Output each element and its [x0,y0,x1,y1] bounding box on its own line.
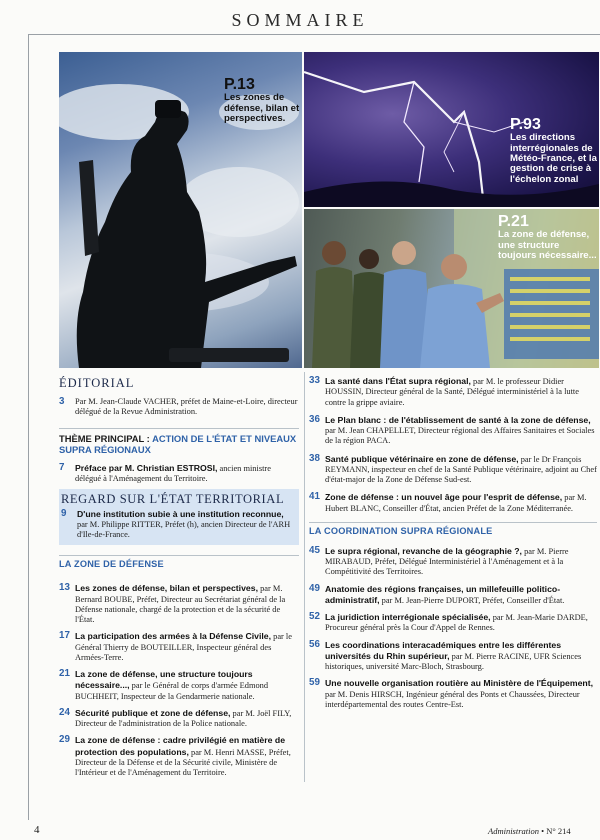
caption-page-number: P.21 [498,213,529,230]
toc-entry-desc: par M. Denis HIRSCH, Ingénieur général des Ponts et Chaussées, Directeur interdépartemental des routes Centre-Est. [325,689,580,709]
toc-entry-title: Le supra régional, revanche de la géographie ?, [325,545,522,556]
toc-page-number: 36 [309,413,320,425]
toc-entry-desc: par M. Jean CHAPELLET, Directeur régional des Affaires Sanitaires et Sociales de la région PACA. [325,426,595,446]
toc-entry-title: La participation des armées à la Défense Civile, [75,631,272,642]
toc-entry-13[interactable] [59,583,299,625]
toc-entry-desc: par M. Bernard BOUBE, Préfet, Directeur au Secrétariat général de la Défense nationale, chargé de la protection et de la sécurité de l'État. [75,584,286,625]
toc-entry-36[interactable] [309,415,597,447]
page-number: 4 [34,824,40,836]
toc-entry-24[interactable] [59,708,299,730]
toc-entry-9[interactable] [61,509,295,541]
toc-page-number: 56 [309,638,320,650]
toc-entry-title: La zone de défense, une structure toujours nécessaire..., [75,669,253,691]
toc-page-number: 24 [59,706,70,718]
toc-entry-title: Le Plan blanc : de l'établissement de santé à la zone de défense, [325,414,591,425]
toc-entry-title: Santé publique vétérinaire en zone de défense, [325,453,519,464]
toc-entry-29[interactable] [59,735,299,778]
toc-entry-56[interactable] [309,640,597,673]
toc-entry-desc: par M. Joël FILY, Directeur de l'administration de la Police nationale. [75,708,292,729]
toc-left-column [59,376,299,778]
toc-entry-desc: par M. Jean-Marie DARDE, Procureur général près la Cour d'Appel de Rennes. [325,613,588,633]
toc-page-number: 49 [309,582,320,594]
toc-page-number: 38 [309,452,320,464]
toc-entry-desc: Par M. Jean-Claude VACHER, préfet de Maine-et-Loire, directeur délégué de la Revue Administration. [75,397,298,417]
toc-entry-title: Les coordinations interacadémiques entre les différentes universités du Rhin supérieur, [325,639,562,661]
editorial-heading: ÉDITORIAL [59,376,135,390]
toc-entry-17[interactable] [59,631,299,663]
toc-entry-41[interactable] [309,492,597,514]
toc-entry-desc: par M. Pierre RACINE, UFR Sciences historiques, université Marc-Bloch, Strasbourg. [325,651,582,671]
toc-entry-title: Une nouvelle organisation routière au Ministère de l'Équipement, [325,678,594,689]
toc-entry-desc: par M. Henri MASSE, Préfet, Directeur de la Défense et de la Sécurité civile, Ministère de l'Intérieur et de l'Aménagement du Territoire. [75,747,291,778]
toc-entry-title: La santé dans l'État supra régional, [325,376,471,386]
toc-page-number: 3 [59,396,65,407]
theme-accent: ACTION DE L'ÉTAT ET NIVEAUX SUPRA RÉGIONAUX [59,432,297,455]
toc-entry-52[interactable] [309,612,597,634]
coordination-heading: LA COORDINATION SUPRA RÉGIONALE [309,522,597,536]
photo-caption-p93 [510,116,598,185]
photo-officers-map [304,209,599,368]
toc-entry-title: Sécurité publique et zone de défense, [75,707,231,718]
toc-page-number: 29 [59,734,70,746]
toc-entry-49[interactable] [309,584,597,607]
toc-page-number: 21 [59,668,70,680]
caption-page-number: P.13 [224,76,255,93]
toc-entry-title: Zone de défense : un nouvel âge pour l'esprit de défense, [325,492,563,503]
toc-page-number: 7 [59,462,65,474]
toc-entry-title: Les zones de défense, bilan et perspectives, [75,583,258,594]
toc-entry-7[interactable] [59,463,299,485]
magazine-name: Administration [488,826,540,836]
photo-caption-p13 [224,76,300,124]
toc-entry-desc: par le Général de corps d'armée Edmond BUCHHEIT, Inspecteur de la Gendarmerie nationale. [75,681,269,701]
regard-section [59,489,299,546]
toc-entry-title: Préface par M. Christian ESTROSI, [75,463,218,474]
column-divider [304,372,305,782]
issue-number: • N° 214 [541,826,571,836]
page-title: SOMMAIRE [231,10,369,30]
toc-page-number: 45 [309,544,320,556]
zone-defense-heading: LA ZONE DE DÉFENSE [59,555,299,569]
toc-page-number: 9 [61,507,67,519]
toc-entry-desc: par M. Jean-Pierre DUPORT, Préfet, Conseiller d'État. [379,595,565,605]
toc-entry-title: Anatomie des régions françaises, un millefeuille politico-administratif, [325,583,561,605]
frame-divider [28,34,29,820]
toc-page-number: 17 [59,630,70,642]
toc-entry-21[interactable] [59,669,299,702]
toc-entry-desc: par M. Pierre MIRABAUD, Préfet, Délégué Interministériel à l'Aménagement et à la Compétitivité des Territoires. [325,546,569,577]
photo-caption-p21 [498,213,598,261]
toc-page-number: 33 [309,375,320,386]
caption-text: Les zones de défense, bilan et perspectives. [224,92,300,124]
caption-text: La zone de défense, une structure toujours nécessaire... [498,229,597,261]
theme-label: THÈME PRINCIPAL : [59,432,153,444]
theme-heading [59,428,299,456]
toc-entry-desc: ancien ministre délégué à l'Aménagement du Territoire. [75,464,271,484]
toc-right-column [309,376,597,710]
toc-entry-59[interactable] [309,678,597,710]
toc-entry-desc: par M. Philippe RITTER, Préfet (h), ancien Directeur de l'ARH d'Ile-de-France. [77,519,291,540]
toc-entry-33[interactable] [309,376,597,408]
toc-entry-title: La juridiction interrégionale spécialisée, [325,612,491,622]
toc-page-number: 13 [59,582,70,594]
magazine-footer [488,826,571,836]
photo-soldier-binoculars [59,52,302,368]
toc-entry-45[interactable] [309,546,597,578]
caption-page-number: P.93 [510,116,541,133]
frame-divider [28,34,600,35]
caption-text: Les directions interrégionales de Météo-France, et la gestion de crise à l'échelon zonal [510,132,597,185]
toc-entry-desc: par le Dr François REYMANN, inspecteur en chef de la Santé Publique vétérinaire, adjoint au Chef d'état-major de la Zone de Défense Sud-est. [325,454,597,484]
toc-page-number: 52 [309,611,320,622]
toc-entry-38[interactable] [309,454,597,486]
toc-entry-title: D'une institution subie à une institution reconnue, [77,508,284,519]
toc-entry-title: La zone de défense : cadre privilégié en matière de protection des populations, [75,735,286,757]
toc-entry-desc: par M. le professeur Didier HOUSSIN, Directeur général de la Santé, Délégué interministériel à la lutte contre la grippe aviaire. [325,377,579,407]
toc-entry-3[interactable] [59,397,299,418]
photo-lightning-storm [304,52,599,207]
toc-entry-desc: par M. Hubert BLANC, Conseiller d'État, ancien Préfet de la Zone Méditerranée. [325,493,587,513]
regard-heading: REGARD SUR L'ÉTAT TERRITORIAL [61,491,285,506]
toc-entry-desc: par le Général Thierry de BOUTEILLER, Inspecteur général des Armées-Terre. [75,632,292,662]
toc-page-number: 59 [309,677,320,689]
toc-page-number: 41 [309,491,320,503]
